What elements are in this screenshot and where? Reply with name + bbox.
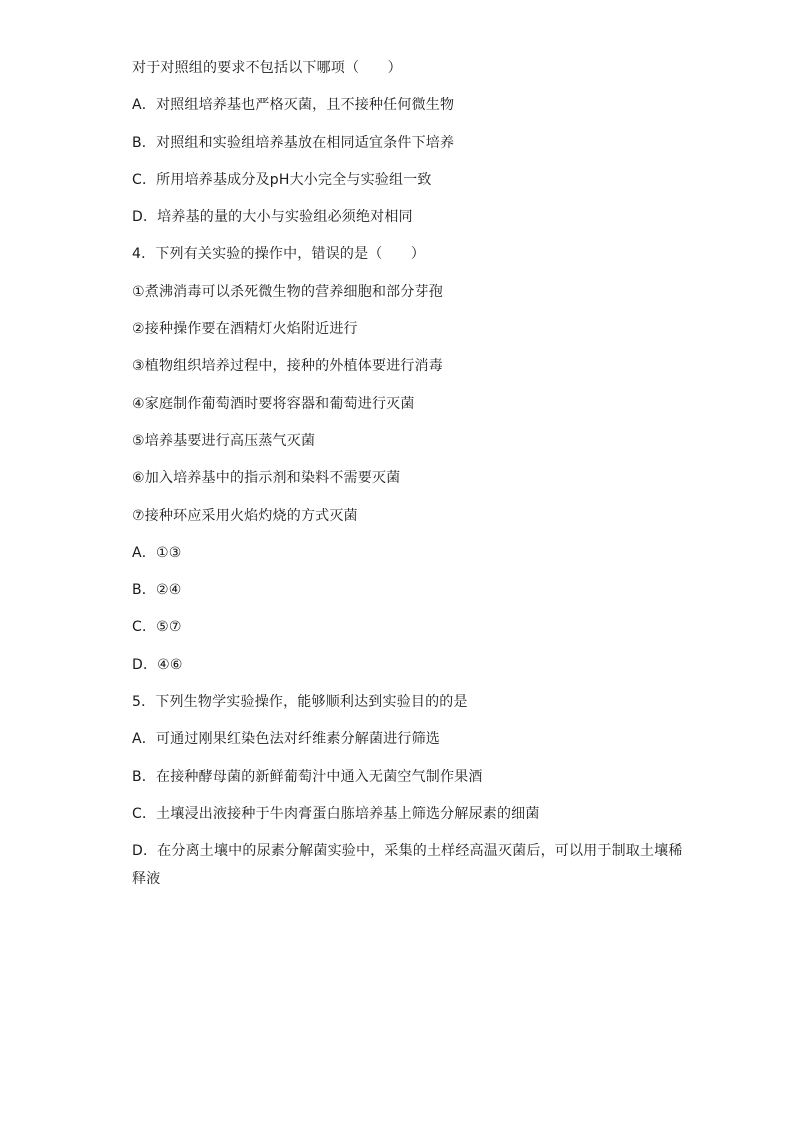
- question-4-option-a: A．①③: [132, 544, 182, 561]
- question-3-option-b: B．对照组和实验组培养基放在相同适宜条件下培养: [132, 134, 455, 151]
- question-4-statement-5: ⑤培养基要进行高压蒸气灭菌: [132, 432, 316, 449]
- question-4-option-c: C．⑤⑦: [132, 619, 182, 636]
- question-5-option-b: B．在接种酵母菌的新鲜葡萄汁中通入无菌空气制作果酒: [132, 768, 483, 785]
- question-4-stem: 4．下列有关实验的操作中，错误的是（ ）: [132, 246, 426, 263]
- question-3-option-d: D．培养基的量的大小与实验组必须绝对相同: [132, 209, 413, 226]
- question-4-statement-3: ③植物组织培养过程中，接种的外植体要进行消毒: [132, 358, 443, 375]
- question-3-option-c: C．所用培养基成分及pH大小完全与实验组一致: [132, 171, 432, 188]
- question-5-stem: 5．下列生物学实验操作，能够顺利达到实验目的的是: [132, 694, 468, 711]
- question-content: [132, 58, 692, 911]
- question-5-option-d: D．在分离土壤中的尿素分解菌实验中，采集的土样经高温灭菌后，可以用于制取土壤稀释液: [132, 843, 683, 888]
- question-4-statement-1: ①煮沸消毒可以杀死微生物的营养细胞和部分芽孢: [132, 283, 443, 300]
- question-5-option-c: C．土壤浸出液接种于牛肉膏蛋白胨培养基上筛选分解尿素的细菌: [132, 805, 540, 822]
- question-3-stem-tail: 对于对照组的要求不包括以下哪项（ ）: [132, 60, 402, 76]
- question-3-option-a: A．对照组培养基也严格灭菌，且不接种任何微生物: [132, 97, 455, 114]
- question-4-statement-6: ⑥加入培养基中的指示剂和染料不需要灭菌: [132, 470, 401, 487]
- question-4-option-b: B．②④: [132, 582, 182, 599]
- question-4-statement-4: ④家庭制作葡萄酒时要将容器和葡萄进行灭菌: [132, 395, 415, 412]
- question-4-option-d: D．④⑥: [132, 656, 183, 673]
- question-4-statement-2: ②接种操作要在酒精灯火焰附近进行: [132, 321, 358, 338]
- question-5-option-a: A．可通过刚果红染色法对纤维素分解菌进行筛选: [132, 731, 440, 748]
- question-4-statement-7: ⑦接种环应采用火焰灼烧的方式灭菌: [132, 507, 358, 524]
